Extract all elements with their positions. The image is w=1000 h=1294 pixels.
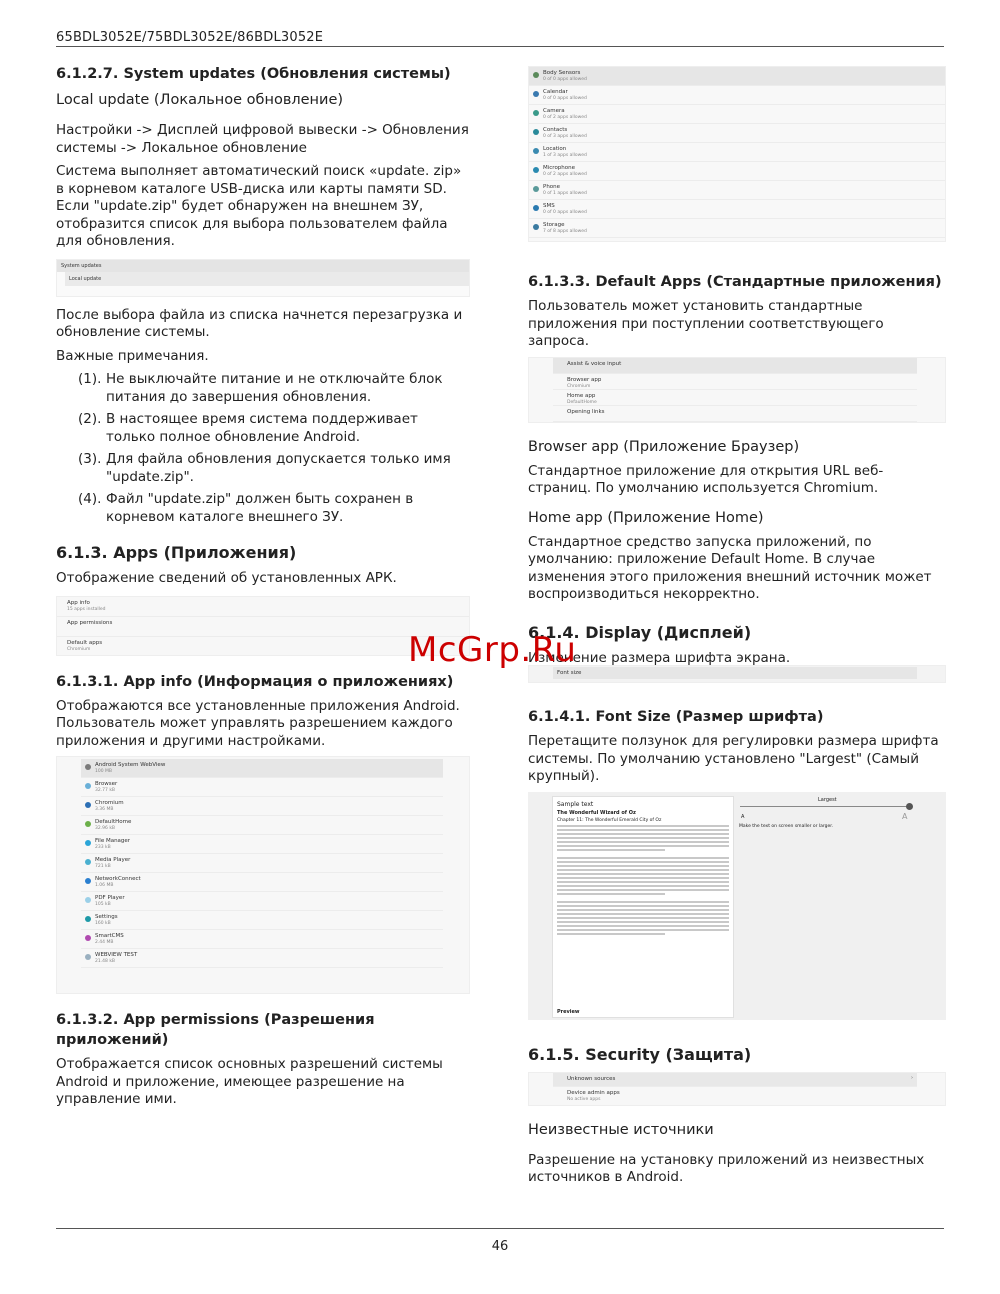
section-6133-text: Пользователь может установить стандартные приложения при поступлении соответствующего запроса.: [528, 298, 884, 349]
app-icon: [85, 859, 91, 865]
row-subtitle: 0 of 1 apps allowed: [543, 191, 587, 196]
row-subtitle: 3.36 MB: [95, 807, 114, 812]
row-subtitle: 32.77 kB: [95, 788, 116, 793]
section-6131-text: Отображаются все установленные приложения Android. Пользователь может управлять разрешением каждого приложения и другими настройками.: [56, 697, 460, 749]
note-item: (3). Для файла обновления допускается только имя "update.zip".: [78, 451, 451, 485]
notes-title: Важные примечания.: [56, 347, 209, 364]
row-title: Calendar: [543, 89, 568, 95]
row-subtitle: 105 kB: [95, 902, 111, 907]
security-row: Unknown sources ›: [553, 1073, 917, 1087]
default-apps-list: [553, 358, 917, 422]
browser-app-text: Стандартное приложение для открытия URL веб-страниц. По умолчанию используется Chromium.: [528, 462, 884, 496]
section-614-text: Изменение размера шрифта экрана.: [528, 649, 791, 666]
row-title: PDF Player: [95, 895, 125, 901]
sample-text-line: [557, 825, 729, 827]
row-subtitle: 100 MB: [95, 769, 112, 774]
permission-row: [529, 162, 945, 181]
section-6141-text: Перетащите ползунок для регулировки размера шрифта системы. По умолчанию установлено "Largest" (Самый крупный).: [528, 733, 939, 784]
row-subtitle: Chromium: [567, 383, 591, 389]
chevron-right-icon: ›: [911, 1074, 913, 1081]
app-icon: [533, 186, 539, 192]
row-title: File Manager: [95, 838, 131, 844]
preview-label: Preview: [557, 1008, 580, 1015]
section-614-title: 6.1.4. Display (Дисплей): [528, 622, 752, 642]
row-subtitle: 0 of 0 apps allowed: [543, 77, 587, 82]
row-subtitle: 0 of 3 apps allowed: [543, 134, 587, 139]
app-icon: [533, 129, 539, 135]
section-6132-text: Отображается список основных разрешений системы Android и приложение, имеющее разрешение на управление ими.: [56, 1056, 443, 1107]
row-title: Opening links: [567, 408, 605, 415]
sample-text-line: [557, 929, 729, 931]
app-row: [81, 816, 443, 835]
default-app-row: [553, 374, 917, 390]
sample-text-line: [557, 885, 729, 887]
sample-text-title: Sample text: [557, 800, 594, 808]
apps-row: Default apps Chromium: [67, 639, 103, 652]
note-item: (1). Не выключайте питание и не отключайте блок питания до завершения обновления.: [78, 371, 443, 405]
system-updates-screenshot: [56, 259, 470, 297]
app-icon: [85, 783, 91, 789]
app-icon: [533, 224, 539, 230]
watermark: McGrp.Ru: [408, 630, 577, 670]
sample-text-line: [557, 909, 729, 911]
desc-text: Система выполняет автоматический поиск «update. zip» в корневом каталоге USB-диска или карты памяти SD. Если "update.zip" будет обнаружен на внешнем ЗУ, отобразится список для выбора пользователем файла для обновления.: [56, 163, 462, 249]
app-icon: [533, 72, 539, 78]
app-row: [81, 835, 443, 854]
row-title: SmartCMS: [95, 933, 124, 939]
row-subtitle: 0 of 0 apps allowed: [543, 96, 587, 101]
app-icon: [85, 916, 91, 922]
chapter-title: Chapter 11: The Wonderful Emerald City of Oz: [557, 817, 662, 823]
section-6141-title: 6.1.4.1. Font Size (Размер шрифта): [528, 709, 824, 725]
sample-text-line: [557, 833, 729, 835]
sample-text-panel: [552, 796, 734, 1018]
permissions-screenshot: [528, 66, 946, 242]
browser-app-title: Browser app (Приложение Браузер): [528, 438, 800, 455]
sample-text-line: [557, 921, 729, 923]
sample-text-line: [557, 837, 729, 839]
font-size-hint: Make the text on screen smaller or larger.: [739, 823, 834, 829]
header-rule: [56, 46, 944, 47]
sample-text-line: [557, 925, 729, 927]
sample-text-line: [557, 913, 729, 915]
sample-text-line: [557, 893, 665, 895]
row-title: Location: [543, 146, 567, 152]
app-icon: [85, 897, 91, 903]
row-title: WEBVIEW TEST: [95, 952, 138, 958]
section-6133-title: 6.1.3.3. Default Apps (Стандартные приложения): [528, 274, 942, 290]
sample-lines: [553, 825, 733, 935]
row-subtitle: 0 of 0 apps allowed: [543, 210, 587, 215]
row-subtitle: DefaultHome: [567, 399, 597, 405]
permission-row: [529, 105, 945, 124]
permission-row: [529, 181, 945, 200]
row-subtitle: 1.06 MB: [95, 883, 114, 888]
permission-row: [529, 86, 945, 105]
app-icon: [85, 802, 91, 808]
sample-text-line: [557, 857, 729, 859]
display-screenshot: [528, 665, 946, 683]
row-subtitle: 1 of 3 apps allowed: [543, 153, 587, 158]
app-icon: [533, 91, 539, 97]
row-subtitle: 32.96 kB: [95, 826, 116, 831]
app-icon: [85, 764, 91, 770]
sample-text-line: [557, 865, 729, 867]
permission-row: [529, 143, 945, 162]
apps-row: App info 15 apps installed: [57, 597, 469, 617]
app-row: [81, 911, 443, 930]
sample-text-line: [557, 829, 729, 831]
a-small-label: A: [741, 813, 745, 820]
row-title: Assist & voice input: [567, 360, 622, 367]
row-subtitle: 233 kB: [95, 845, 111, 850]
row-subtitle: 721 kB: [95, 864, 111, 869]
app-icon: [533, 110, 539, 116]
left-column: [56, 64, 470, 1115]
after-text: После выбора файла из списка начнется перезагрузка и обновление системы.: [56, 306, 463, 340]
row-subtitle: 7 of 8 apps allowed: [543, 229, 587, 234]
font-size-slider-track[interactable]: [740, 806, 910, 807]
app-row: [81, 797, 443, 816]
security-screenshot: [528, 1072, 946, 1106]
header-model: 65BDL3052E/75BDL3052E/86BDL3052E: [56, 30, 324, 45]
note-item: (4). Файл "update.zip" должен быть сохранен в корневом каталоге внешнего ЗУ.: [78, 491, 414, 525]
row-title: NetworkConnect: [95, 876, 141, 882]
row-title: Phone: [543, 184, 561, 190]
app-row: [81, 854, 443, 873]
sample-text-line: [557, 881, 729, 883]
largest-label: Largest: [818, 796, 837, 803]
permission-row: [529, 124, 945, 143]
app-icon: [85, 878, 91, 884]
app-icon: [533, 148, 539, 154]
row-title: Body Sensors: [543, 70, 581, 76]
row-subtitle: 21.48 kB: [95, 959, 116, 964]
book-title: The Wonderful Wizard of Oz: [557, 809, 636, 816]
default-apps-screenshot: [528, 357, 946, 423]
row-title: Browser: [95, 781, 118, 787]
section-6127-title: 6.1.2.7. System updates (Обновления системы): [56, 66, 451, 82]
sample-text-line: [557, 877, 729, 879]
row-title: Home app: [567, 392, 596, 399]
home-app-title: Home app (Приложение Home): [528, 509, 764, 526]
notes-list: [56, 371, 470, 526]
permissions-list: [529, 67, 945, 238]
sample-text-line: [557, 869, 729, 871]
row-title: Contacts: [543, 127, 568, 133]
sample-text-line: [557, 901, 729, 903]
app-icon: [85, 935, 91, 941]
app-row: [81, 759, 443, 778]
row-title: SMS: [543, 203, 555, 209]
sample-text-line: [557, 841, 729, 843]
sample-text-line: [557, 889, 729, 891]
page-number: 46: [491, 1239, 509, 1254]
row-subtitle: 0 of 2 apps allowed: [543, 115, 587, 120]
security-row: Device admin apps No active apps: [567, 1089, 620, 1102]
default-app-row: [553, 406, 917, 422]
font-size-slider-thumb[interactable]: [906, 803, 913, 810]
app-icon: [85, 954, 91, 960]
apps-row: App permissions: [57, 617, 469, 637]
sample-text-line: [557, 917, 729, 919]
permission-row: [529, 200, 945, 219]
note-item: (2). В настоящее время система поддерживает только полное обновление Android.: [78, 411, 418, 445]
row-title: Chromium: [95, 800, 124, 806]
app-info-list: [81, 757, 443, 968]
app-icon: [533, 205, 539, 211]
home-app-text: Стандартное средство запуска приложений, по умолчанию: приложение Default Home. В случае изменения этого приложения внешний источник может воспроизводиться некорректно.: [528, 533, 932, 602]
sample-text-line: [557, 849, 665, 851]
app-icon: [533, 167, 539, 173]
app-info-screenshot: [56, 756, 470, 994]
app-icon: [85, 821, 91, 827]
section-6132-title: 6.1.3.2. App permissions (Разрешения приложений): [56, 1012, 375, 1048]
system-updates-bar: System updates: [57, 260, 469, 272]
row-title: Browser app: [567, 376, 602, 383]
row-subtitle: 0 of 2 apps allowed: [543, 172, 587, 177]
app-icon: [85, 840, 91, 846]
sample-text-line: [557, 845, 729, 847]
sample-text-line: [557, 905, 729, 907]
row-subtitle: 2.44 MB: [95, 940, 114, 945]
section-613-text: Отображение сведений об установленных АРК.: [56, 570, 397, 586]
row-title: Media Player: [95, 857, 131, 863]
sample-text-line: [557, 933, 665, 935]
app-row: [81, 949, 443, 968]
section-613-title: 6.1.3. Apps (Приложения): [56, 543, 297, 562]
unknown-sources-text: Разрешение на установку приложений из неизвестных источников в Android.: [528, 1151, 925, 1185]
footer-rule: [56, 1228, 944, 1229]
permission-row: [529, 219, 945, 238]
app-row: [81, 778, 443, 797]
row-title: Settings: [95, 914, 118, 920]
a-large-label: A: [902, 811, 908, 821]
app-row: [81, 873, 443, 892]
sample-text-line: [557, 861, 729, 863]
default-app-row: [553, 390, 917, 406]
path-text: Настройки -> Дисплей цифровой вывески -> Обновления системы -> Локальное обновление: [56, 122, 469, 156]
row-title: DefaultHome: [95, 819, 132, 825]
default-app-row: [553, 358, 917, 374]
unknown-sources-title: Неизвестные источники: [528, 1121, 714, 1138]
font-size-row: Font size: [553, 667, 917, 679]
local-update-title: Local update (Локальное обновление): [56, 92, 344, 108]
app-row: [81, 930, 443, 949]
section-615-title: 6.1.5. Security (Защита): [528, 1044, 752, 1064]
row-title: Camera: [543, 108, 565, 114]
row-subtitle: 160 kB: [95, 921, 111, 926]
permission-row: [529, 67, 945, 86]
row-title: Android System WebView: [95, 762, 166, 768]
font-size-screenshot: [528, 792, 946, 1020]
row-title: Storage: [543, 222, 565, 228]
local-update-item: Local update: [65, 272, 469, 286]
right-column: [528, 66, 946, 1193]
row-title: Microphone: [543, 165, 576, 171]
sample-text-line: [557, 873, 729, 875]
section-6131-title: 6.1.3.1. App info (Информация о приложениях): [56, 673, 454, 690]
app-row: [81, 892, 443, 911]
